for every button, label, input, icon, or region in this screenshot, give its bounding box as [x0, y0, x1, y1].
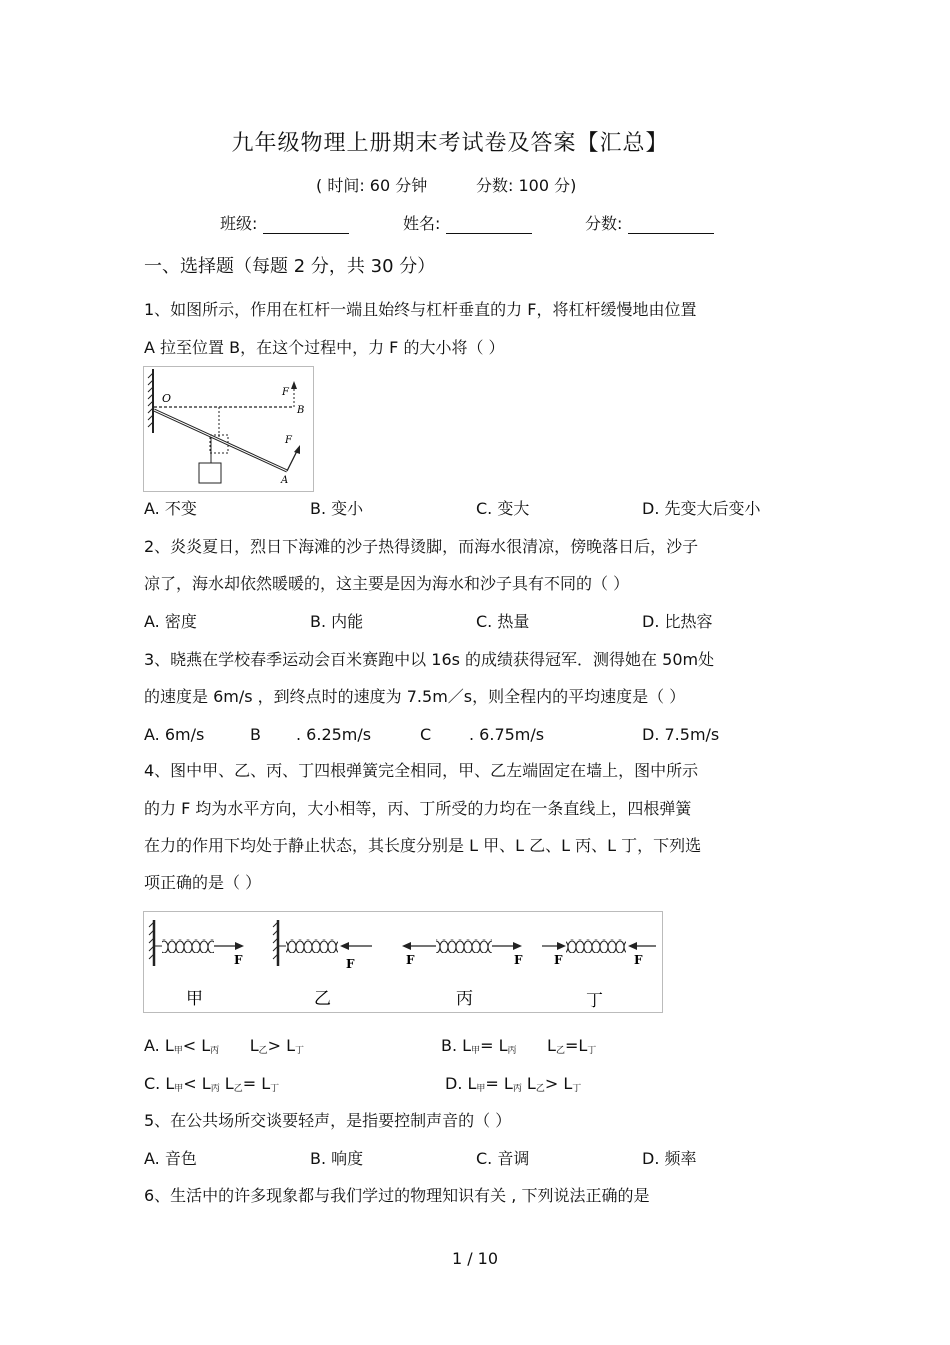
q4a-text2: < L: [182, 1036, 211, 1055]
q1-line1: 1、如图所示，作用在杠杆一端且始终与杠杆垂直的力 F，将杠杆缓慢地由位置: [144, 300, 697, 319]
q3-option-c-letter[interactable]: C: [420, 725, 432, 744]
q4d-text1: D. L: [445, 1074, 477, 1093]
q4-option-a[interactable]: [144, 1036, 304, 1061]
q4d-sub2: 丙: [512, 1084, 522, 1094]
q2-line1: 2、炎炎夏日，烈日下海滩的沙子热得烫脚，而海水很清凉，傍晚落日后，沙子: [144, 537, 699, 556]
q4c-sub3: 乙: [233, 1084, 243, 1094]
q4-line3: 在力的作用下均处于静止状态，其长度分别是 L 甲、L 乙、L 丙、L 丁，下列选: [144, 836, 702, 855]
spring-jia: [149, 920, 244, 967]
label-bing: 丙: [456, 989, 473, 1009]
yi-f-label: F: [346, 957, 355, 971]
q2-option-a[interactable]: A. 密度: [144, 612, 197, 631]
q1-lever-figure: [143, 366, 314, 492]
q3-option-b[interactable]: . 6.25m/s: [296, 725, 372, 744]
q1-line2: A 拉至位置 B，在这个过程中，力 F 的大小将（ ）: [144, 338, 505, 357]
q1-option-c[interactable]: C. 变大: [476, 499, 530, 518]
lever-diagram: [144, 367, 313, 491]
q4a-sub2: 丙: [210, 1046, 220, 1056]
name-label: 姓名:: [403, 214, 441, 233]
q4c-sub4: 丁: [270, 1084, 280, 1094]
q4b-sub2: 丙: [507, 1046, 517, 1056]
q5-line1: 5、在公共场所交谈要轻声，是指要控制声音的（ ）: [144, 1111, 512, 1130]
q4-spring-figure: [143, 911, 663, 1013]
q1-option-a[interactable]: A. 不变: [144, 499, 197, 518]
q4b-text2: = L: [480, 1036, 508, 1055]
q4b-sub1: 甲: [471, 1046, 481, 1056]
q3-option-c[interactable]: . 6.75m/s: [469, 725, 545, 744]
score-total-label: 分数: 100 分): [476, 176, 577, 195]
time-label: ( 时间: 60 分钟: [316, 176, 428, 195]
q4d-sub3: 乙: [535, 1084, 545, 1094]
q1-option-d[interactable]: D. 先变大后变小: [642, 499, 761, 518]
q4a-text3: L: [219, 1036, 259, 1055]
q3-line2: 的速度是 6m/s ，到终点时的速度为 7.5m／s，则全程内的平均速度是（ ）: [144, 687, 686, 706]
q4c-sub2: 丙: [210, 1084, 220, 1094]
label-o: O: [162, 392, 172, 405]
q5-option-b[interactable]: B. 响度: [310, 1149, 364, 1168]
label-b: B: [297, 405, 305, 416]
label-ding: 丁: [586, 991, 603, 1011]
bing-f-right: F: [514, 953, 523, 967]
score-blank: [628, 217, 714, 234]
q4-option-d[interactable]: [445, 1074, 581, 1099]
q4b-text4: =L: [564, 1036, 588, 1055]
spring-diagram: [144, 912, 662, 1012]
label-a: A: [281, 475, 289, 486]
class-blank: [263, 217, 349, 234]
label-f1: F: [282, 387, 289, 398]
q4c-text2: < L: [183, 1074, 211, 1093]
q3-line1: 3、晓燕在学校春季运动会百米赛跑中以 16s 的成绩获得冠军．测得她在 50m处: [144, 650, 715, 669]
score-label: 分数:: [585, 214, 623, 233]
q4c-text1: C. L: [144, 1074, 175, 1093]
spring-ding: [542, 939, 656, 967]
q5-option-c[interactable]: C. 音调: [476, 1149, 530, 1168]
q2-line2: 凉了，海水却依然暖暖的，这主要是因为海水和沙子具有不同的（ ）: [144, 574, 630, 593]
q3-option-b-letter[interactable]: B: [250, 725, 261, 744]
page-number: 1 / 10: [451, 1249, 499, 1268]
q6-line1: 6、生活中的许多现象都与我们学过的物理知识有关 , 下列说法正确的是: [144, 1186, 650, 1205]
q1-option-b[interactable]: B. 变小: [310, 499, 364, 518]
label-yi: 乙: [314, 989, 331, 1009]
q2-option-d[interactable]: D. 比热容: [642, 612, 713, 631]
q2-option-b[interactable]: B. 内能: [310, 612, 364, 631]
label-jia: 甲: [186, 989, 203, 1009]
q4-option-b[interactable]: [441, 1036, 596, 1061]
q4-option-c[interactable]: [144, 1074, 279, 1099]
q4b-text1: B. L: [441, 1036, 472, 1055]
name-field: [403, 214, 532, 234]
spring-bing: [402, 939, 523, 967]
ding-f-left: F: [554, 953, 563, 967]
q4-line4: 项正确的是（ ）: [144, 873, 262, 892]
q4-line1: 4、图中甲、乙、丙、丁四根弹簧完全相同，甲、乙左端固定在墙上，图中所示: [144, 761, 699, 780]
jia-f-label: F: [234, 953, 243, 967]
label-f2: F: [285, 435, 292, 446]
q4-line2: 的力 F 均为水平方向，大小相等，丙、丁所受的力均在一条直线上，四根弹簧: [144, 799, 692, 818]
q5-option-d[interactable]: D. 频率: [642, 1149, 697, 1168]
class-label: 班级:: [220, 214, 258, 233]
name-blank: [446, 217, 532, 234]
q4c-text3: L: [219, 1074, 234, 1093]
q4b-sub4: 丁: [587, 1046, 597, 1056]
q4c-text4: = L: [242, 1074, 271, 1093]
q2-option-c[interactable]: C. 热量: [476, 612, 530, 631]
class-field: [220, 214, 349, 234]
section-heading: 一、选择题（每题 2 分，共 30 分）: [144, 256, 436, 277]
q4d-text4: > L: [544, 1074, 573, 1093]
q4b-sub3: 乙: [555, 1046, 565, 1056]
q4a-sub3: 乙: [258, 1046, 268, 1056]
bing-f-left: F: [406, 953, 415, 967]
q4a-sub1: 甲: [173, 1046, 183, 1056]
q4d-text3: L: [521, 1074, 536, 1093]
q4a-text1: A. L: [144, 1036, 174, 1055]
q3-option-a[interactable]: A. 6m/s: [144, 725, 205, 744]
q4d-text2: = L: [485, 1074, 513, 1093]
page-title: 九年级物理上册期末考试卷及答案【汇总】: [231, 131, 669, 156]
q4b-text3: L: [516, 1036, 556, 1055]
spring-yi: [273, 920, 372, 971]
ding-f-right: F: [634, 953, 643, 967]
q4a-text4: > L: [267, 1036, 296, 1055]
score-field: [585, 214, 714, 234]
q4d-sub4: 丁: [572, 1084, 582, 1094]
q5-option-a[interactable]: A. 音色: [144, 1149, 197, 1168]
q3-option-d[interactable]: D. 7.5m/s: [642, 725, 720, 744]
q4c-sub1: 甲: [174, 1084, 184, 1094]
q4a-sub4: 丁: [295, 1046, 305, 1056]
q4d-sub1: 甲: [476, 1084, 486, 1094]
